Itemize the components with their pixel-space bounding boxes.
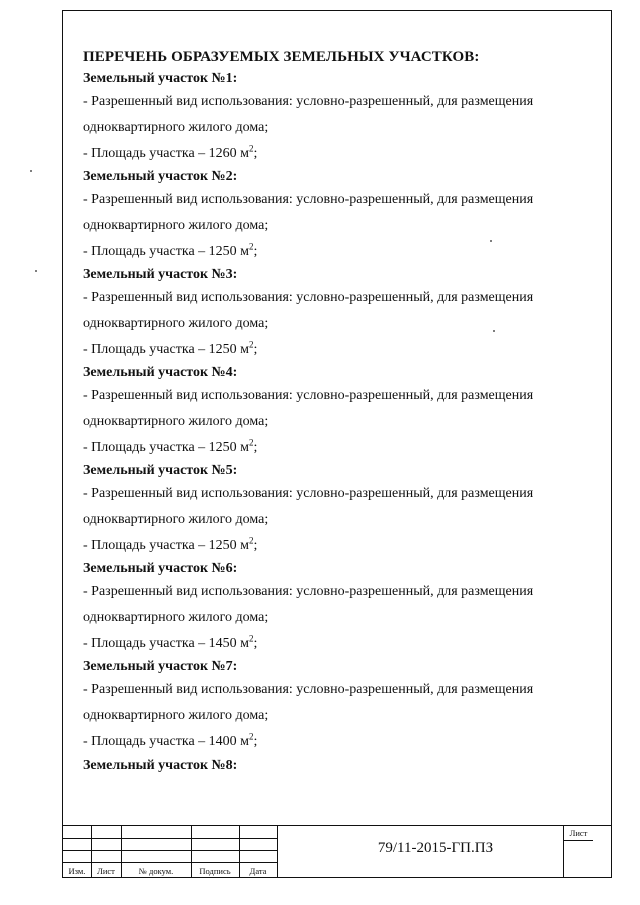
permitted-use-line-2: одноквартирного жилого дома; [83, 218, 269, 233]
permitted-use-line-1: - Разрешенный вид использования: условно-разрешенный, для размещения [83, 682, 534, 697]
scan-speck [30, 170, 32, 172]
scan-speck [490, 240, 492, 242]
area-text: - Площадь участка – 1260 м [83, 146, 250, 161]
permitted-use-line-1: - Разрешенный вид использования: условно-разрешенный, для размещения [83, 94, 534, 109]
permitted-use-line-2: одноквартирного жилого дома; [83, 512, 269, 527]
permitted-use-line-2: одноквартирного жилого дома; [83, 414, 269, 429]
label-doc-no: № докум. [138, 866, 174, 876]
area-unit-superscript: 2 [249, 241, 254, 252]
area-line [83, 533, 593, 559]
area-text: - Площадь участка – 1250 м [83, 538, 250, 553]
title-main-cell [277, 826, 593, 878]
area-text: - Площадь участка – 1250 м [83, 342, 250, 357]
section-title: Земельный участок №1: [83, 71, 238, 86]
area-line [83, 631, 593, 657]
area-suffix: ; [253, 734, 258, 749]
area-suffix: ; [253, 636, 258, 651]
label-date: Дата [249, 866, 267, 876]
land-plot-section-4 [83, 363, 593, 461]
land-plot-section-6 [83, 559, 593, 657]
sections-list [83, 69, 593, 755]
section-title: Земельный участок №6: [83, 561, 238, 576]
area-line [83, 337, 593, 363]
document-body [83, 49, 593, 776]
label-sign: Подпись [199, 866, 231, 876]
area-line [83, 729, 593, 755]
area-unit-superscript: 2 [249, 437, 254, 448]
document-code: 79/11-2015-ГП.ПЗ [377, 840, 494, 856]
permitted-use-line-1: - Разрешенный вид использования: условно-разрешенный, для размещения [83, 388, 534, 403]
area-unit-superscript: 2 [249, 339, 254, 350]
scan-speck [493, 330, 495, 332]
section-title: Земельный участок №3: [83, 267, 238, 282]
permitted-use-line-1: - Разрешенный вид использования: условно-разрешенный, для размещения [83, 486, 534, 501]
permitted-use-line-2: одноквартирного жилого дома; [83, 316, 269, 331]
permitted-use-line-1: - Разрешенный вид использования: условно-разрешенный, для размещения [83, 584, 534, 599]
label-list: Лист [97, 866, 115, 876]
land-plot-section-7 [83, 657, 593, 755]
area-unit-superscript: 2 [249, 143, 254, 154]
area-line [83, 141, 593, 167]
area-text: - Площадь участка – 1250 м [83, 440, 250, 455]
area-text: - Площадь участка – 1250 м [83, 244, 250, 259]
sheet-box [563, 826, 593, 878]
permitted-use-line-1: - Разрешенный вид использования: условно-разрешенный, для размещения [83, 192, 534, 207]
area-suffix: ; [253, 244, 258, 259]
area-suffix: ; [253, 440, 258, 455]
permitted-use-line-2: одноквартирного жилого дома; [83, 610, 269, 625]
land-plot-section-2 [83, 167, 593, 265]
area-unit-superscript: 2 [249, 731, 254, 742]
land-plot-section-1 [83, 69, 593, 167]
permitted-use-line-1: - Разрешенный вид использования: условно-разрешенный, для размещения [83, 290, 534, 305]
area-unit-superscript: 2 [249, 633, 254, 644]
land-plot-section-5 [83, 461, 593, 559]
area-line [83, 239, 593, 265]
land-plot-section-3 [83, 265, 593, 363]
scan-speck [35, 270, 37, 272]
area-line [83, 435, 593, 461]
sheet-divider [564, 840, 593, 841]
sheet-label: Лист [569, 828, 588, 838]
section-title: Земельный участок №7: [83, 659, 238, 674]
permitted-use-line-2: одноквартирного жилого дома; [83, 708, 269, 723]
area-unit-superscript: 2 [249, 535, 254, 546]
title-block [63, 825, 611, 877]
area-text: - Площадь участка – 1450 м [83, 636, 250, 651]
permitted-use-line-2: одноквартирного жилого дома; [83, 120, 269, 135]
document-heading: ПЕРЕЧЕНЬ ОБРАЗУЕМЫХ ЗЕМЕЛЬНЫХ УЧАСТКОВ: [83, 49, 480, 65]
area-suffix: ; [253, 538, 258, 553]
area-suffix: ; [253, 146, 258, 161]
area-suffix: ; [253, 342, 258, 357]
label-izm: Изм. [68, 866, 86, 876]
section-title: Земельный участок №2: [83, 169, 238, 184]
section-title-8: Земельный участок №8: [83, 758, 238, 773]
area-text: - Площадь участка – 1400 м [83, 734, 250, 749]
revision-table [63, 826, 277, 878]
section-title: Земельный участок №5: [83, 463, 238, 478]
section-title: Земельный участок №4: [83, 365, 238, 380]
page-frame [62, 10, 612, 878]
